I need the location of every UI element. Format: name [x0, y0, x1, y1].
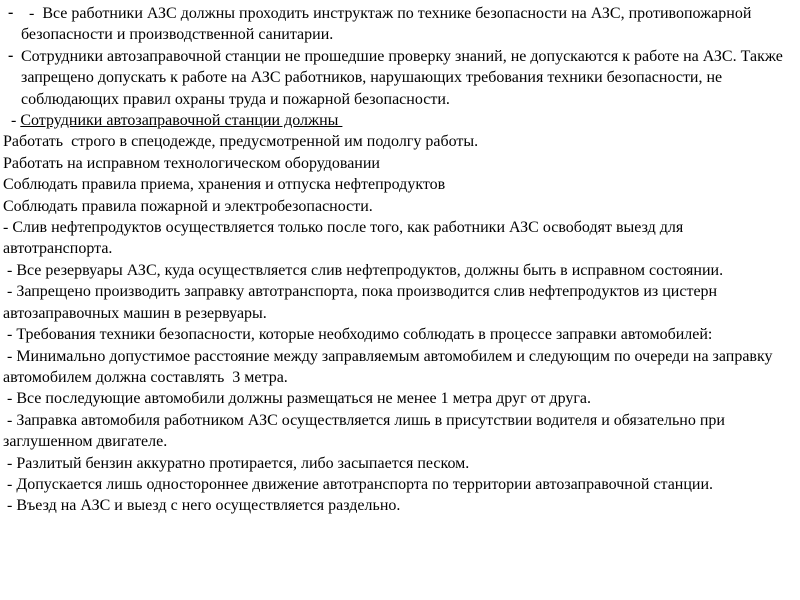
heading-dash-prefix: - — [3, 112, 21, 130]
rule-oil-products-handling: Соблюдать правила приема, хранения и отпуска нефтепродуктов — [3, 176, 446, 194]
rule-wear-uniform: Работать строго в спецодежде, предусмотренной им подолгу работы. — [3, 133, 479, 151]
dash-bullet-icon: - — [8, 46, 14, 64]
rule-fire-electric-safety: Соблюдать правила пожарной и электробезопасности. — [3, 197, 373, 215]
rule-no-refuel-during-drain: - Запрещено производить заправку автотранспорта, пока производится слив нефтепродуктов из цистерн автозаправочных машин в резервуары. — [3, 283, 722, 322]
bullet-item-text: Сотрудники автозаправочной станции не прошедшие проверку знаний, не допускаются к работе на АЗС. Также запрещено допускать к работе на АЗС работников, нарушающих требования техники безопасности, не соблюдающих правил охраны труда и пожарной безопасности. — [21, 47, 787, 108]
rule-one-way-traffic: - Допускается лишь одностороннее движение автотранспорта по территории автозаправочной станции. — [3, 475, 714, 493]
bullet-item-text: - Все работники АЗС должны проходить инструктаж по технике безопасности на АЗС, противопожарной безопасности и производственной санитарии. — [21, 5, 756, 44]
rule-reservoirs-condition: - Все резервуары АЗС, куда осуществляется слив нефтепродуктов, должны быть в исправном состоянии. — [3, 261, 724, 279]
rule-car-spacing: - Все последующие автомобили должны размещаться не менее 1 метра друг от друга. — [3, 390, 592, 408]
rule-driver-present-engine-off: - Заправка автомобиля работником АЗС осуществляется лишь в присутствии водителя и обязательно при заглушенном двигателе. — [3, 411, 729, 451]
rule-spilled-petrol: - Разлитый бензин аккуратно протирается, либо засыпается песком. — [3, 454, 470, 472]
refueling-requirements-heading: - Требования техники безопасности, которые необходимо соблюдать в процессе заправки автомобилей: — [3, 326, 713, 344]
rule-min-distance: - Минимально допустимое расстояние между заправляемым автомобилем и следующим по очереди на заправку автомобилем должна составлять 3 метра. — [3, 347, 777, 386]
bullet-item-instruction-training — [3, 3, 792, 46]
heading-underlined-text: Сотрудники автозаправочной станции должны — [20, 112, 343, 130]
rule-fuel-drain: - Слив нефтепродуктов осуществляется только после того, как работники АЗС освободят выезд для автотранспорта. — [3, 219, 688, 258]
staff-duties-heading — [3, 110, 792, 131]
rule-working-equipment: Работать на исправном технологическом оборудовании — [3, 154, 380, 172]
bullet-item-knowledge-check — [3, 46, 792, 110]
rule-separate-entry-exit: - Въезд на АЗС и выезд с него осуществляется раздельно. — [3, 497, 401, 515]
dash-bullet-icon: - — [8, 4, 14, 21]
